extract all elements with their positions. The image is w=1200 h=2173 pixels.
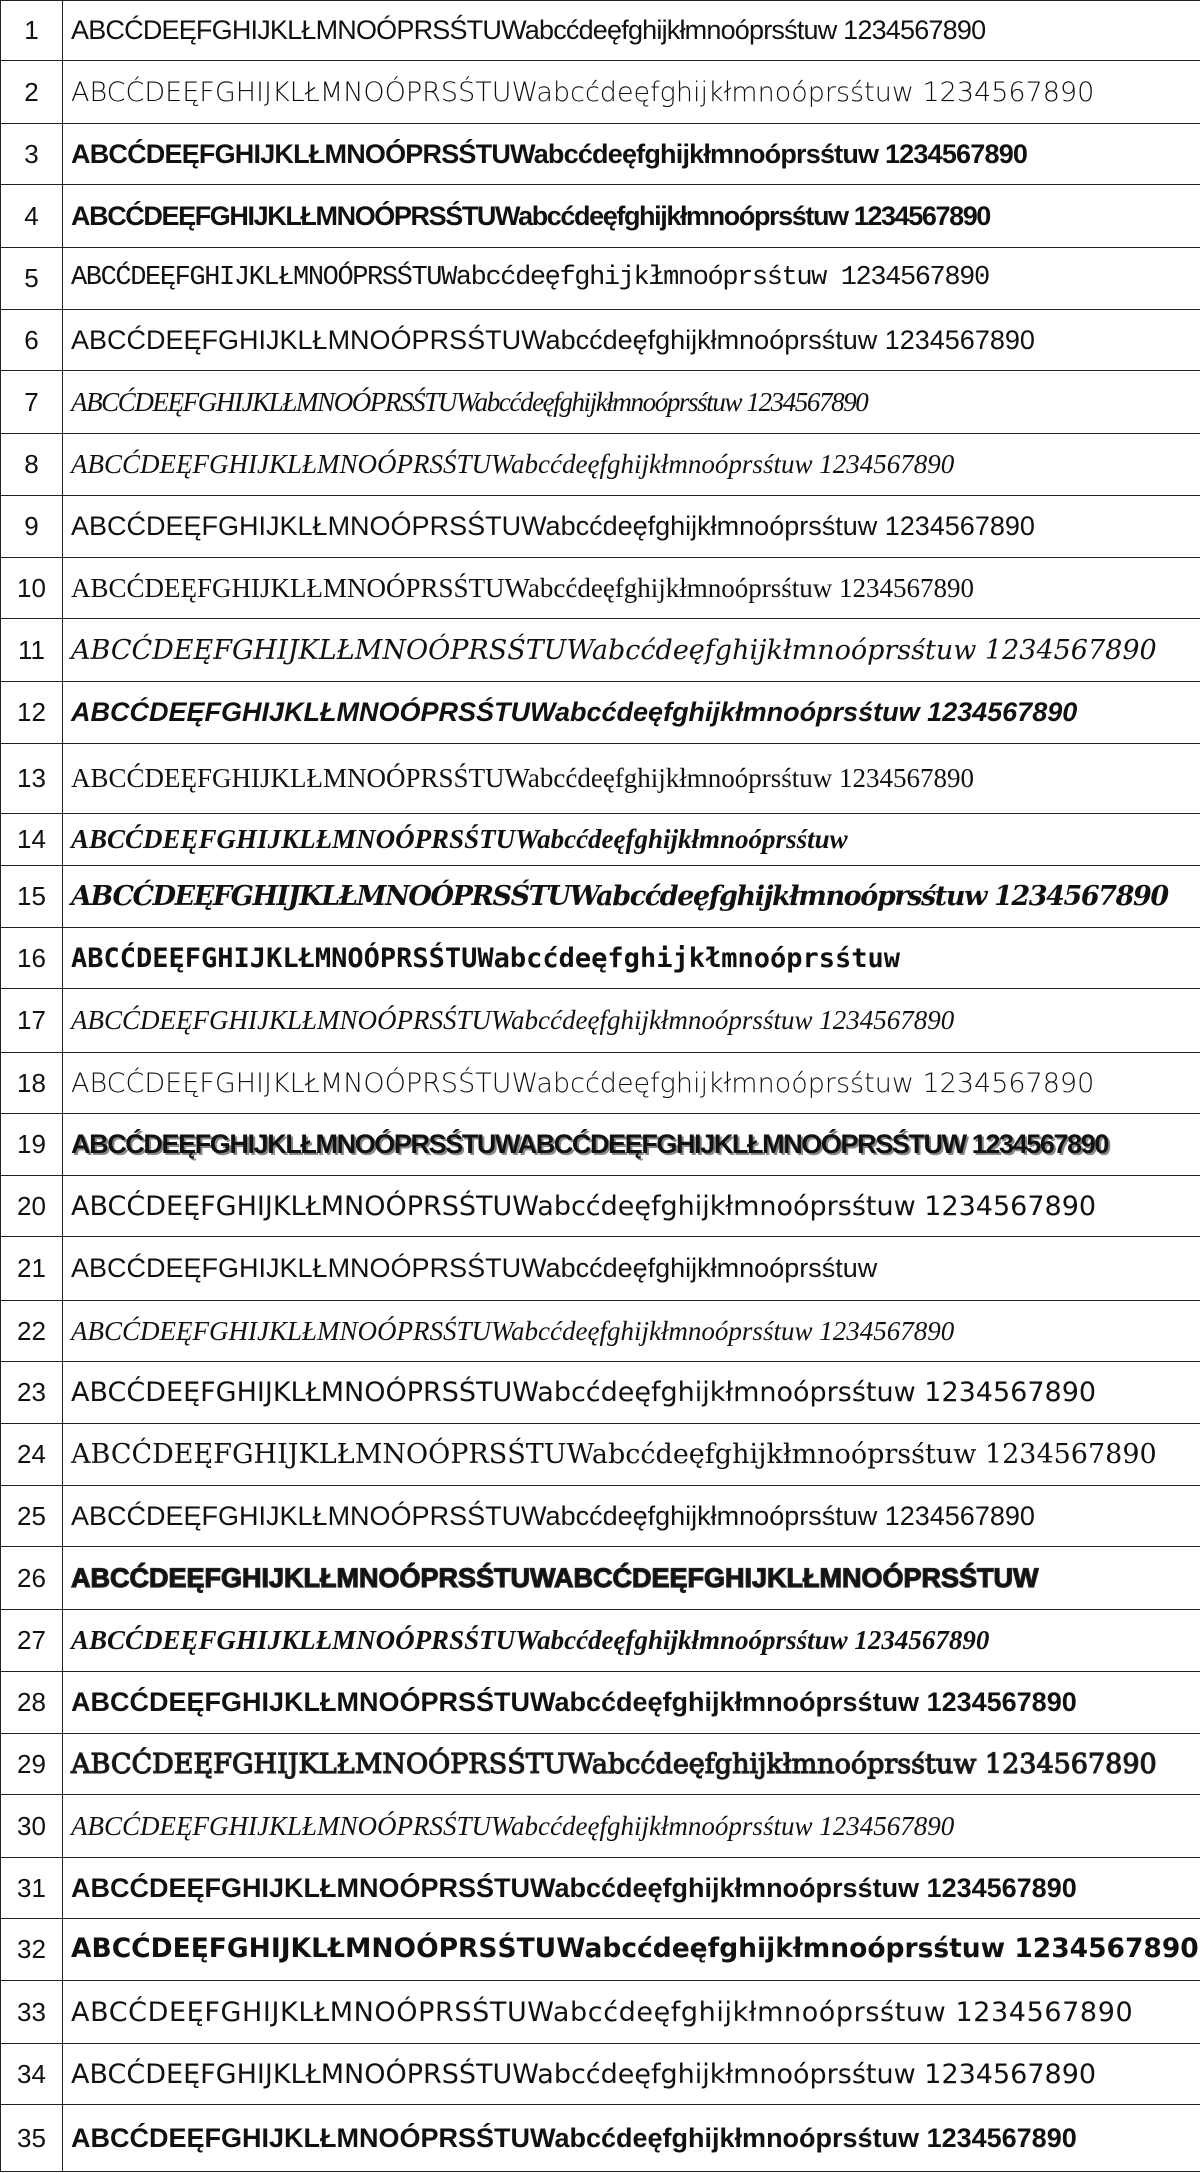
table-row [1, 310, 1200, 371]
table-row [1, 928, 1200, 989]
font-sample-text: ABCĆDEĘFGHIJKLŁMNOÓPRSŚTUWabcćdeęfghijkłmnoóprsśtuw 1234567890 [63, 61, 1200, 124]
font-sample-text: ABCĆDEĘFGHIJKLŁMNOÓPRSŚTUWabcćdeęfghijkłmnoóprsśtuw 1234567890 [63, 1486, 1200, 1547]
table-row [1, 814, 1200, 866]
table-row [1, 866, 1200, 928]
row-number: 25 [1, 1486, 63, 1547]
font-sample-text: ABCĆDEĘFGHIJKLŁMNOÓPRSŚTUWabcćdeęfghijkłmnoóprsśtuw 1234567890 [63, 310, 1200, 371]
font-sample-text: ABCĆDEĘFGHIJKLŁMNOÓPRSŚTUWabcćdeęfghijkłmnoóprsśtuw 1234567890 [63, 2105, 1200, 2172]
row-number: 12 [1, 682, 63, 744]
table-row [1, 1610, 1200, 1672]
font-sample-text: ABCĆDEĘFGHIJKLŁMNOÓPRSŚTUWabcćdeęfghijkłmnoóprsśtuw 1234567890 [63, 866, 1200, 928]
table-row [1, 1672, 1200, 1734]
row-number: 9 [1, 496, 63, 558]
font-sample-text: ABCĆDEĘFGHIJKLŁMNOÓPRSŚTUWabcćdeęfghijkłmnoóprsśtuw 1234567890 [63, 1610, 1200, 1672]
font-sample-text: ABCĆDEĘFGHIJKLŁMNOÓPRSŚTUWabcćdeęfghijkłmnoóprsśtuw 1234567890 [63, 558, 1200, 619]
row-number: 14 [1, 814, 63, 866]
font-sample-text: ABCĆDEĘFGHIJKLŁMNOÓPRSŚTUWabcćdeęfghijkłmnoóprsśtuw 1234567890 [63, 1053, 1200, 1114]
table-row [1, 185, 1200, 248]
font-sample-text: ABCĆDEĘFGHIJKLŁMNOÓPRSŚTUWabcćdeęfghijkłmnoóprsśtuw [63, 1237, 1200, 1301]
row-number: 18 [1, 1053, 63, 1114]
row-number: 31 [1, 1858, 63, 1919]
row-number: 11 [1, 619, 63, 682]
table-row [1, 558, 1200, 619]
font-sample-text: ABCĆDEĘFGHIJKLŁMNOÓPRSŚTUWabcćdeęfghijkłmnoóprsśtuw 1234567890 [63, 371, 1200, 434]
row-number: 35 [1, 2105, 63, 2172]
row-number: 2 [1, 61, 63, 124]
font-sample-text: ABCĆDEĘFGHIJKLŁMNOÓPRSŚTUWabcćdeęfghijkłmnoóprsśtuw 1234567890 [63, 1, 1200, 61]
row-number: 32 [1, 1919, 63, 1981]
row-number: 20 [1, 1176, 63, 1237]
table-row [1, 1547, 1200, 1610]
font-sample-text: ABCĆDEĘFGHIJKLŁMNOÓPRSŚTUWabcćdeęfghijkłmnoóprsśtuw [63, 928, 1200, 989]
row-number: 27 [1, 1610, 63, 1672]
table-row [1, 496, 1200, 558]
row-number: 29 [1, 1734, 63, 1795]
row-number: 33 [1, 1981, 63, 2044]
row-number: 28 [1, 1672, 63, 1734]
table-row [1, 1734, 1200, 1795]
table-row [1, 1424, 1200, 1486]
row-number: 22 [1, 1301, 63, 1362]
table-row [1, 371, 1200, 434]
row-number: 23 [1, 1362, 63, 1424]
row-number: 4 [1, 185, 63, 248]
font-sample-text: ABCĆDEĘFGHIJKLŁMNOÓPRSŚTUWabcćdeęfghijkłmnoóprsśtuw 1234567890 [63, 1362, 1200, 1424]
font-sample-text: ABCĆDEĘFGHIJKLŁMNOÓPRSŚTUWabcćdeęfghijkłmnoóprsśtuw 1234567890 [63, 682, 1200, 744]
table-row [1, 248, 1200, 310]
row-number: 26 [1, 1547, 63, 1610]
font-sample-text: ABCĆDEĘFGHIJKLŁMNOÓPRSŚTUWabcćdeęfghijkłmnoóprsśtuw 1234567890 [63, 1858, 1200, 1919]
font-sample-text: ABCĆDEĘFGHIJKLŁMNOÓPRSŚTUWabcćdeęfghijkłmnoóprsśtuw 1234567890 [63, 989, 1200, 1053]
row-number: 34 [1, 2044, 63, 2105]
font-sample-text: ABCĆDEĘFGHIJKLŁMNOÓPRSŚTUWabcćdeęfghijkłmnoóprsśtuw 1234567890 [63, 2044, 1200, 2105]
table-row [1, 1486, 1200, 1547]
table-row [1, 1981, 1200, 2044]
row-number: 21 [1, 1237, 63, 1301]
table-row [1, 61, 1200, 124]
font-sample-text: ABCĆDEĘFGHIJKLŁMNOÓPRSŚTUWabcćdeęfghijkłmnoóprsśtuw 1234567890 [63, 619, 1200, 682]
font-sample-text: ABCĆDEĘFGHIJKLŁMNOÓPRSŚTUWabcćdeęfghijkłmnoóprsśtuw 1234567890 [63, 1734, 1200, 1795]
table-row [1, 1919, 1200, 1981]
font-sample-text: ABCĆDEĘFGHIJKLŁMNOÓPRSŚTUWabcćdeęfghijkłmnoóprsśtuw 1234567890 [63, 1672, 1200, 1734]
row-number: 1 [1, 1, 63, 61]
font-sample-text: ABCĆDEĘFGHIJKLŁMNOÓPRSŚTUWabcćdeęfghijkłmnoóprsśtuw 1234567890 [63, 1981, 1200, 2044]
table-row [1, 1301, 1200, 1362]
row-number: 24 [1, 1424, 63, 1486]
table-row [1, 682, 1200, 744]
font-sample-text: ABCĆDEĘFGHIJKLŁMNOÓPRSŚTUWabcćdeęfghijkłmnoóprsśtuw 1234567890 [63, 496, 1200, 558]
font-sample-text: ABCĆDEĘFGHIJKLŁMNOÓPRSŚTUWabcćdeęfghijkłmnoóprsśtuw 1234567890 [63, 1176, 1200, 1237]
font-sample-text: ABCĆDEĘFGHIJKLŁMNOÓPRSŚTUWabcćdeęfghijkłmnoóprsśtuw 1234567890 [63, 1795, 1200, 1858]
table-row [1, 1858, 1200, 1919]
font-sample-text: ABCĆDEĘFGHIJKLŁMNOÓPRSŚTUWabcćdeęfghijkłmnoóprsśtuw 1234567890 [63, 744, 1200, 814]
table-row [1, 989, 1200, 1053]
row-number: 5 [1, 248, 63, 310]
table-row [1, 434, 1200, 496]
table-row [1, 744, 1200, 814]
font-sample-text: ABCĆDEĘFGHIJKLŁMNOÓPRSŚTUWabcćdeęfghijkłmnoóprsśtuw 1234567890 [63, 185, 1200, 248]
font-sample-text: ABCĆDEĘFGHIJKLŁMNOÓPRSŚTUWabcćdeęfghijkłmnoóprsśtuw 1234567890 [63, 124, 1200, 185]
row-number: 3 [1, 124, 63, 185]
row-number: 17 [1, 989, 63, 1053]
font-sample-text: ABCĆDEĘFGHIJKLŁMNOÓPRSŚTUWabcćdeęfghijkłmnoóprsśtuw 1234567890 [63, 434, 1200, 496]
table-row [1, 124, 1200, 185]
table-row [1, 1, 1200, 61]
font-sample-text: ABCĆDEĘFGHIJKLŁMNOÓPRSŚTUWabcćdeęfghijkłmnoóprsśtuw 1234567890 [63, 1301, 1200, 1362]
table-row [1, 2044, 1200, 2105]
row-number: 7 [1, 371, 63, 434]
font-sample-text: ABCĆDEĘFGHIJKLŁMNOÓPRSŚTUWabcćdeęfghijkłmnoóprsśtuw 1234567890 [63, 248, 1200, 310]
font-sample-text: ABCĆDEĘFGHIJKLŁMNOÓPRSŚTUWabcćdeęfghijkłmnoóprsśtuw [63, 814, 1200, 866]
font-sample-text: ABCĆDEĘFGHIJKLŁMNOÓPRSŚTUWabcćdeęfghijkłmnoóprsśtuw 1234567890 [63, 1919, 1200, 1981]
row-number: 16 [1, 928, 63, 989]
row-number: 10 [1, 558, 63, 619]
row-number: 15 [1, 866, 63, 928]
table-row [1, 619, 1200, 682]
table-row [1, 1795, 1200, 1858]
row-number: 19 [1, 1114, 63, 1176]
table-row [1, 2105, 1200, 2172]
table-row [1, 1053, 1200, 1114]
row-number: 13 [1, 744, 63, 814]
table-row [1, 1237, 1200, 1301]
font-sample-text: ABCĆDEĘFGHIJKLŁMNOÓPRSŚTUWABCĆDEĘFGHIJKLŁMNOÓPRSŚTUW [63, 1547, 1200, 1610]
table-row [1, 1176, 1200, 1237]
font-sample-text: ABCĆDEĘFGHIJKLŁMNOÓPRSŚTUWABCĆDEĘFGHIJKLŁMNOÓPRSŚTUW 1234567890 [63, 1114, 1200, 1176]
font-sample-text: ABCĆDEĘFGHIJKLŁMNOÓPRSŚTUWabcćdeęfghijkłmnoóprsśtuw 1234567890 [63, 1424, 1200, 1486]
row-number: 6 [1, 310, 63, 371]
table-row [1, 1114, 1200, 1176]
table-row [1, 1362, 1200, 1424]
row-number: 30 [1, 1795, 63, 1858]
row-number: 8 [1, 434, 63, 496]
